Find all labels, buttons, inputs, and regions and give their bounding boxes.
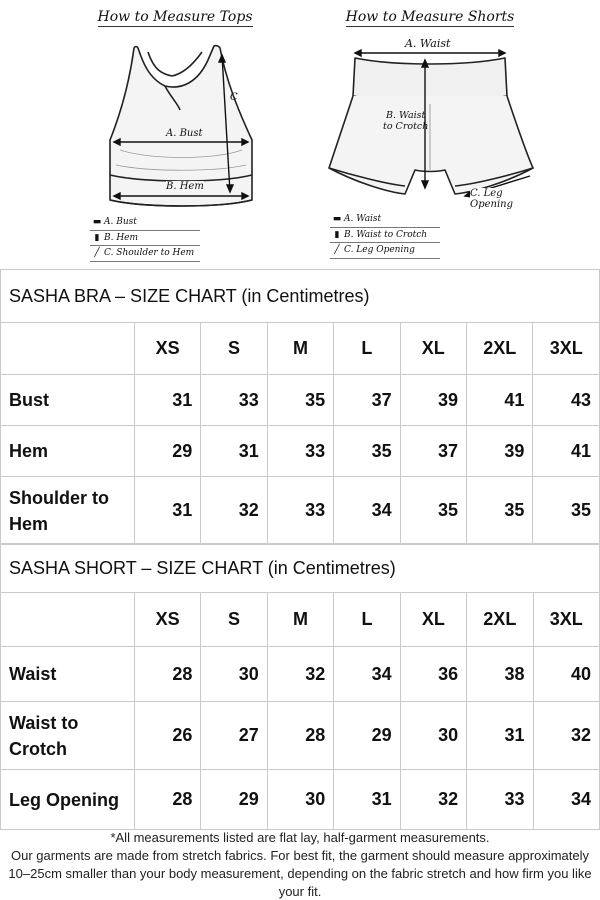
size-header: L [334,323,400,375]
table-cell: 38 [467,647,533,702]
table-cell: 35 [533,477,600,545]
table-cell: 32 [267,647,333,702]
table-row [1,477,600,545]
table-row [1,647,600,702]
table-row [1,426,600,477]
row-label: Bust [1,375,135,426]
table-cell: 40 [533,647,599,702]
table-cell: 33 [467,770,533,830]
size-header: M [267,323,333,375]
table-cell: 30 [267,770,333,830]
waist-to-crotch-measure-label: B. Waist to Crotch [383,110,429,132]
row-label: Leg Opening [1,770,135,830]
legend-item-hem: ▮ B. Hem [90,231,200,247]
table-cell: 33 [267,477,333,545]
table-cell: 27 [201,702,267,770]
fit-footnote [0,829,600,900]
shorts-measure-guide [315,0,545,268]
size-header: 2XL [467,593,533,647]
table-cell: 26 [134,702,200,770]
table-cell: 35 [400,477,466,545]
bar-icon: ▮ [334,229,340,240]
table-cell: 31 [201,426,267,477]
size-header: 3XL [533,593,599,647]
table-cell: 33 [267,426,333,477]
shorts-guide-title: How to Measure Shorts [345,9,515,25]
legend-item-waist: ▬ A. Waist [330,212,440,228]
table-cell: 43 [533,375,600,426]
tops-guide-title: How to Measure Tops [97,9,253,25]
row-label: Waist to Crotch [1,702,135,770]
row-label: Shoulder to Hem [1,477,135,545]
c-measure-label: C [230,92,238,103]
tops-measure-guide [70,0,280,268]
table-cell: 37 [334,375,400,426]
table-cell: 28 [267,702,333,770]
legend-item-shoulder-to-hem: ╱ C. Shoulder to Hem [90,246,200,262]
short-chart-title: SASHA SHORT – SIZE CHART (in Centimetres) [1,544,600,593]
footnote-line-1: *All measurements listed are flat lay, half-garment measurements. [110,830,490,845]
waist-measure-label: A. Waist [405,37,451,50]
size-header: XS [134,593,200,647]
table-cell: 34 [334,477,400,545]
table-cell: 41 [467,375,533,426]
table-cell: 28 [134,647,200,702]
table-cell: 32 [201,477,267,545]
table-cell: 30 [400,702,466,770]
table-cell: 39 [400,375,466,426]
bra-size-chart [0,269,600,545]
short-size-header-row [1,593,600,647]
bust-measure-label: A. Bust [166,128,203,139]
size-header: 2XL [467,323,533,375]
table-row [1,770,600,830]
table-cell: 35 [467,477,533,545]
bra-size-header-row [1,323,600,375]
table-cell: 29 [201,770,267,830]
row-label: Hem [1,426,135,477]
size-header: 3XL [533,323,600,375]
table-cell: 36 [400,647,466,702]
table-cell: 37 [400,426,466,477]
bar-icon: ▮ [94,232,100,243]
shorts-legend [330,212,440,259]
table-cell: 32 [400,770,466,830]
size-header: L [334,593,400,647]
size-header: XS [134,323,200,375]
size-header: S [201,323,267,375]
slash-icon: ╱ [334,245,340,256]
hem-measure-label: B. Hem [166,181,204,192]
table-cell: 33 [201,375,267,426]
size-header: M [267,593,333,647]
table-cell: 30 [201,647,267,702]
tops-legend [90,215,200,262]
bra-chart-title: SASHA BRA – SIZE CHART (in Centimetres) [1,270,600,323]
table-cell: 29 [134,426,200,477]
table-cell: 35 [334,426,400,477]
legend-item-bust: ▬ A. Bust [90,215,200,231]
slash-icon: ╱ [94,248,100,259]
short-size-chart [0,543,600,830]
table-cell: 39 [467,426,533,477]
table-row [1,375,600,426]
table-cell: 35 [267,375,333,426]
table-cell: 34 [533,770,599,830]
dash-icon: ▬ [92,217,102,228]
leg-opening-measure-label: C. Leg Opening [470,188,545,210]
table-cell: 31 [134,375,200,426]
row-label: Waist [1,647,135,702]
size-header: XL [400,593,466,647]
table-cell: 31 [134,477,200,545]
table-cell: 32 [533,702,599,770]
table-row [1,702,600,770]
table-cell: 34 [334,647,400,702]
size-header: S [201,593,267,647]
table-cell: 29 [334,702,400,770]
table-cell: 41 [533,426,600,477]
table-cell: 28 [134,770,200,830]
legend-item-leg-opening: ╱ C. Leg Opening [330,243,440,259]
size-header: XL [400,323,466,375]
table-cell: 31 [334,770,400,830]
legend-item-waist-to-crotch: ▮ B. Waist to Crotch [330,228,440,244]
dash-icon: ▬ [332,214,342,225]
footnote-line-2: Our garments are made from stretch fabrics. For best fit, the garment should measure approximately 10–25cm smaller than your body measurement, depending on the fabric stretch and how firm you like your fit. [8,848,592,899]
table-cell: 31 [467,702,533,770]
